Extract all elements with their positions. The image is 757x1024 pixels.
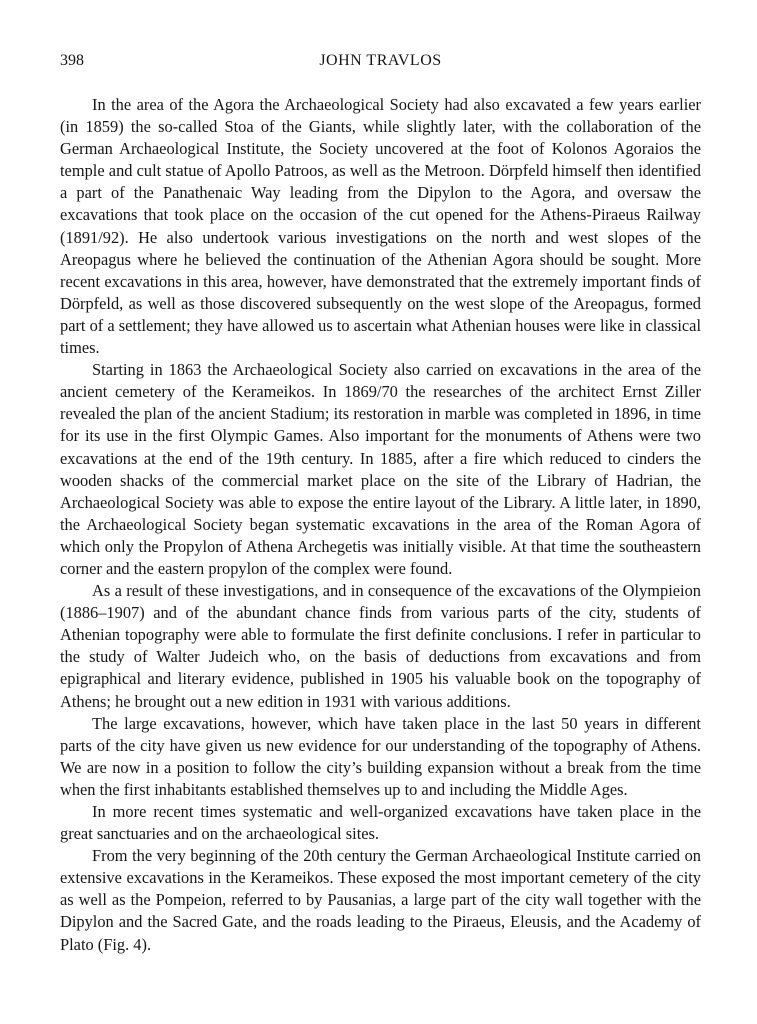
running-title: JOHN TRAVLOS (319, 52, 442, 69)
page-number: 398 (60, 52, 84, 69)
body-text (60, 94, 701, 956)
paragraph-topography-conclusions: As a result of these investigations, and in consequence of the excavations of the Olympieion (1886–1907) and of the abundant chance finds from various parts of the city, students of Athenian topography were able to formulate the first definite conclusions. I refer in particular to the study of Walter Judeich who, on the basis of deductions from excavations and from epigraphical and literary evidence, published in 1905 his valuable book on the topography of Athens; he brought out a new edition in 1931 with various additions. (60, 581, 701, 711)
book-page (60, 50, 701, 956)
paragraph-german-institute: From the very beginning of the 20th century the German Archaeological Institute carried on extensive excavations in the Kerameikos. These exposed the most important cemetery of the city as well as the Pompeion, referred to by Pausanias, a large part of the city wall together with the Dipylon and the Sacred Gate, and the roads leading to the Piraeus, Eleusis, and the Academy of Plato (Fig. 4). (60, 846, 701, 954)
running-head (60, 50, 701, 76)
paragraph-recent-excavations: In more recent times systematic and well-organized excavations have taken place in the great sanctuaries and on the archaeological sites. (60, 802, 701, 844)
paragraph-large-excavations: The large excavations, however, which have taken place in the last 50 years in different parts of the city have given us new evidence for our understanding of the topography of Athens. We are now in a position to follow the city’s building expansion without a break from the time when the first inhabitants established themselves up to and including the Middle Ages. (60, 713, 701, 799)
paragraph-agora-excavations: In the area of the Agora the Archaeological Society had also excavated a few years earlier (in 1859) the so-called Stoa of the Giants, while slightly later, with the collaboration of the German Archaeological Institute, the Society uncovered at the foot of Kolonos Agoraios the temple and cult statue of Apollo Patroos, as well as the Metroon. Dörpfeld himself then identified a part of the Panathenaic Way leading from the Dipylon to the Agora, and oversaw the excavations that took place on the occasion of the cut opened for the Athens-Piraeus Railway (1891/92). He also undertook various investigations on the north and west slopes of the Areopagus where he believed the continuation of the Athenian Agora should be sought. More recent excavations in this area, however, have demonstrated that the extremely important finds of Dörpfeld, as well as those discovered subsequently on the west slope of the Areopagus, formed part of a settlement; they have allowed us to ascertain what Athenian houses were like in classical times. (60, 95, 701, 358)
paragraph-kerameikos-stadium: Starting in 1863 the Archaeological Society also carried on excavations in the area of the ancient cemetery of the Kerameikos. In 1869/70 the researches of the architect Ernst Ziller revealed the plan of the ancient Stadium; its restoration in marble was completed in 1896, in time for its use in the first Olympic Games. Also important for the monuments of Athens were two excavations at the end of the 19th century. In 1885, after a fire which reduced to cinders the wooden shacks of the commercial market place on the site of the Library of Hadrian, the Archaeological Society was able to expose the entire layout of the Library. A little later, in 1890, the Archaeological Society began systematic excavations in the area of the Roman Agora of which only the Propylon of Athena Archegetis was initially visible. At that time the southeastern corner and the eastern propylon of the complex were found. (60, 360, 701, 578)
